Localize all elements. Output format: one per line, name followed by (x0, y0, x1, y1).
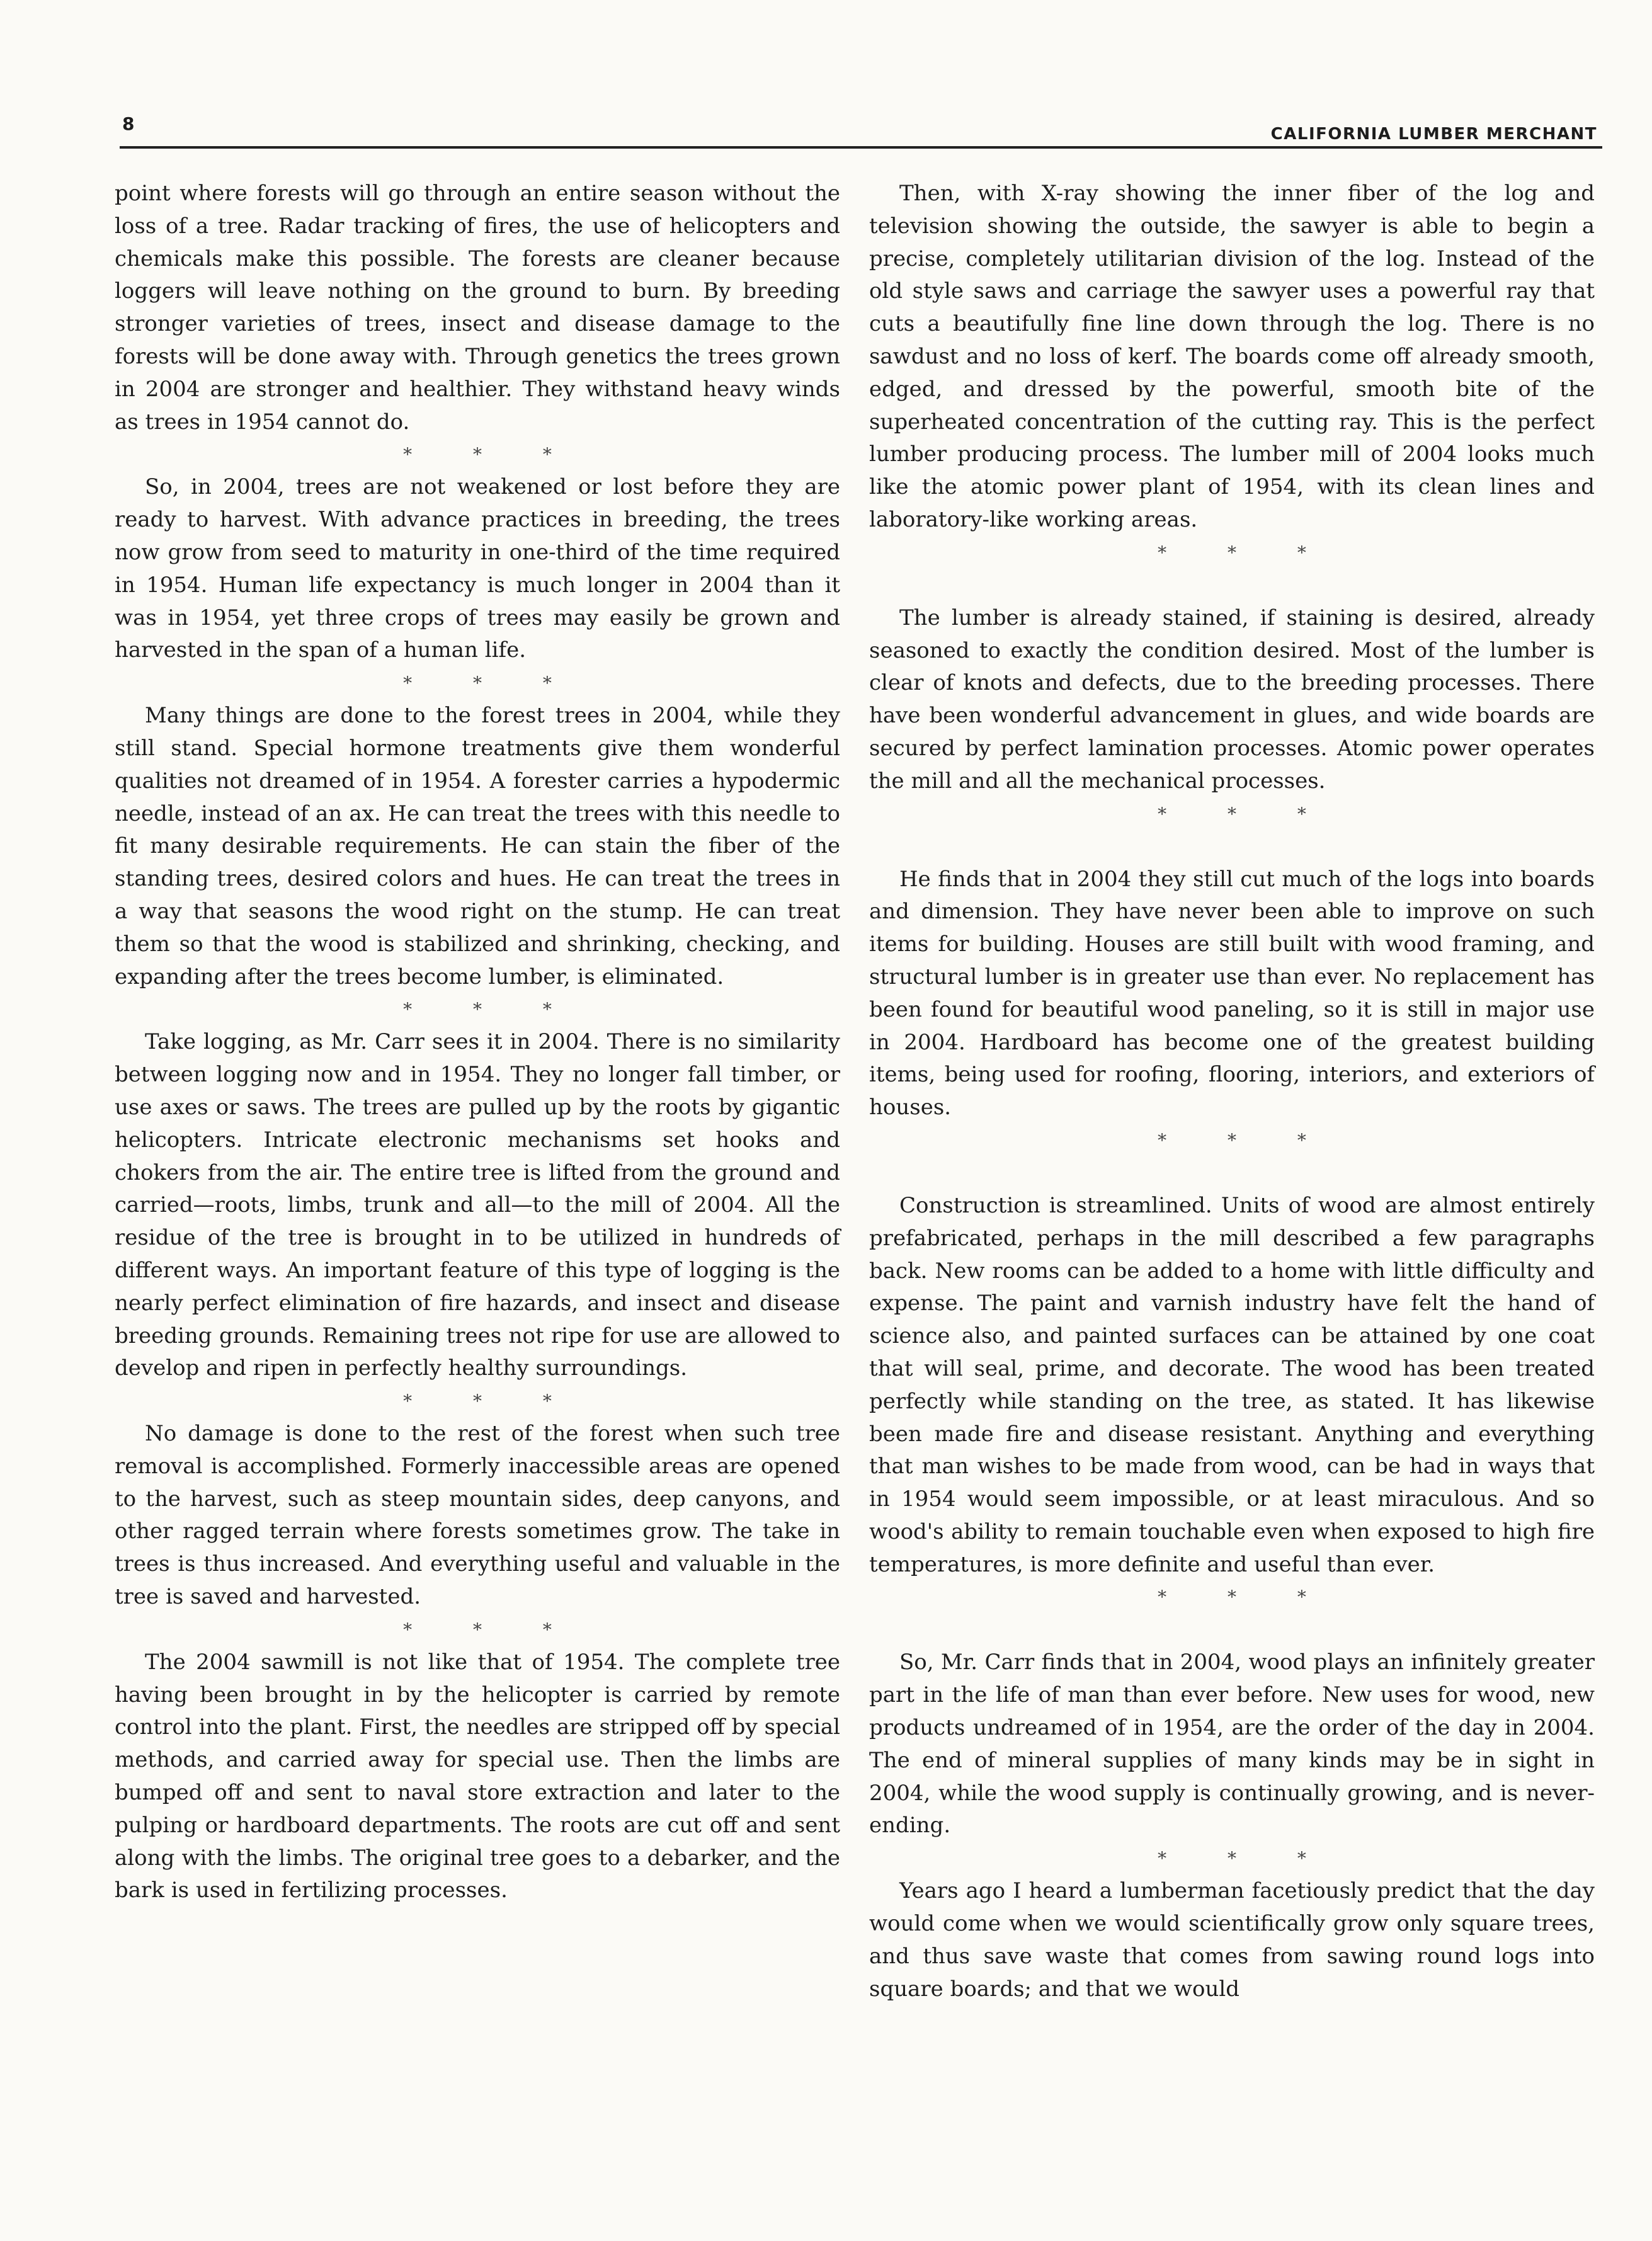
left-column (115, 178, 840, 1907)
page-number: 8 (122, 113, 135, 134)
section-separator: * * * (1158, 1587, 1334, 1608)
paragraph: The 2004 sawmill is not like that of 1954. The complete tree having been brought in by the helicopter is carried by remote control into the plant. First, the needles are stripped off by special methods, and carried away for special use. Then the limbs are bumped off and sent to naval store extraction and later to the pulping or hardboard departments. The roots are cut off and sent along with the limbs. The original tree goes to a debarker, and the bark is used in fertilizing processes. (115, 1649, 840, 1903)
paragraph: He finds that in 2004 they still cut much of the logs into boards and dimension. They have never been able to improve on such items for building. Houses are still built with wood framing, and structural lumber is in greater use than ever. No replacement has been found for beautiful wood paneling, so it is still in major use in 2004. Hardboard has become one of the greatest building items, being used for roofing, flooring, interiors, and exteriors of houses. (869, 866, 1595, 1120)
section-separator: * * * (403, 1619, 579, 1640)
publication-title: CALIFORNIA LUMBER MERCHANT (1270, 125, 1597, 144)
page-header (120, 108, 1602, 149)
paragraph: The lumber is already stained, if staining is desired, already seasoned to exactly the condition desired. Most of the lumber is clear of knots and defects, due to the breeding processes. There have been wonderful advancement in glues, and wide boards are secured by perfect lamination processes. Atomic power operates the mill and all the mechanical processes. (869, 605, 1595, 794)
section-separator: * * * (403, 999, 579, 1020)
section-separator: * * * (1158, 542, 1334, 563)
paragraph: point where forests will go through an entire season without the loss of a tree. Radar tracking of fires, the use of helicopters and chemicals make this possible. The forests are cleaner because loggers will leave nothing on the ground to burn. By breeding stronger varieties of trees, insect and disease damage to the forests will be done away with. Through genetics the trees grown in 2004 are stronger and healthier. They withstand heavy winds as trees in 1954 cannot do. (115, 181, 840, 435)
section-separator: * * * (1158, 803, 1334, 824)
paragraph: So, Mr. Carr finds that in 2004, wood plays an infinitely greater part in the life of man than ever before. New uses for wood, new products undreamed of in 1954, are the order of the day in 2004. The end of mineral supplies of many kinds may be in sight in 2004, while the wood supply is continually growing, and is never-ending. (869, 1650, 1595, 1839)
paragraph: No damage is done to the rest of the forest when such tree removal is accomplished. Formerly inaccessible areas are opened to the harvest, such as steep mountain sides, deep canyons, and other ragged terrain where forests sometimes grow. The take in trees is thus increased. And everything useful and valuable in the tree is saved and harvested. (115, 1421, 840, 1610)
paragraph: Take logging, as Mr. Carr sees it in 2004. There is no similarity between logging now and in 1954. They no longer fall timber, or use axes or saws. The trees are pulled up by the roots by gigantic helicopters. Intricate electronic mechanisms set hooks and chokers from the air. The entire tree is lifted from the ground and carried—roots, limbs, trunk and all—to the mill of 2004. All the residue of the tree is brought in to be utilized in hundreds of different ways. An important feature of this type of logging is the nearly perfect elimination of fire hazards, and insect and disease breeding grounds. Remaining trees not ripe for use are allowed to develop and ripen in perfectly healthy surroundings. (115, 1029, 840, 1381)
section-separator: * * * (403, 673, 579, 694)
section-separator: * * * (1158, 1848, 1334, 1869)
paragraph: Then, with X-ray showing the inner fiber of the log and television showing the outside, the sawyer is able to begin a precise, completely utilitarian division of the log. Instead of the old style saws and carriage the sawyer uses a powerful ray that cuts a beautifully fine line down through the log. There is no sawdust and no loss of kerf. The boards come off already smooth, edged, and dressed by the powerful, smooth bite of the superheated concentration of the cutting ray. This is the perfect lumber producing process. The lumber mill of 2004 looks much like the atomic power plant of 1954, with its clean lines and laboratory-like working areas. (869, 181, 1595, 532)
section-separator: * * * (403, 444, 579, 465)
right-column (869, 178, 1595, 2005)
section-separator: * * * (1158, 1129, 1334, 1151)
paragraph: Many things are done to the forest trees in 2004, while they still stand. Special hormone treatments give them wonderful qualities not dreamed of in 1954. A forester carries a hypodermic needle, instead of an ax. He can treat the trees with this needle to fit many desirable requirements. He can stain the fiber of the standing trees, desired colors and hues. He can treat the trees in a way that seasons the wood right on the stump. He can treat them so that the wood is stabilized and shrinking, checking, and expanding after the trees become lumber, is eliminated. (115, 703, 840, 989)
section-separator: * * * (403, 1391, 579, 1412)
paragraph: Construction is streamlined. Units of wood are almost entirely prefabricated, perhaps in the mill described a few paragraphs back. New rooms can be added to a home with little difficulty and expense. The paint and varnish industry have felt the hand of science also, and painted surfaces can be attained by one coat that will seal, prime, and decorate. The wood has been treated perfectly while standing on the tree, as stated. It has likewise been made fire and disease resistant. Anything and everything that man wishes to be made from wood, can be had in ways that in 1954 would seem impossible, or at least miraculous. And so wood's ability to remain touchable even when exposed to high fire temperatures, is more definite and useful than ever. (869, 1192, 1595, 1577)
paragraph: So, in 2004, trees are not weakened or lost before they are ready to harvest. With advance practices in breeding, the trees now grow from seed to maturity in one-third of the time required in 1954. Human life expectancy is much longer in 2004 than it was in 1954, yet three crops of trees may easily be grown and harvested in the span of a human life. (115, 474, 840, 663)
paragraph: Years ago I heard a lumberman facetiously predict that the day would come when we would scientifically grow only square trees, and thus save waste that comes from sawing round logs into square boards; and that we would (869, 1878, 1595, 2002)
